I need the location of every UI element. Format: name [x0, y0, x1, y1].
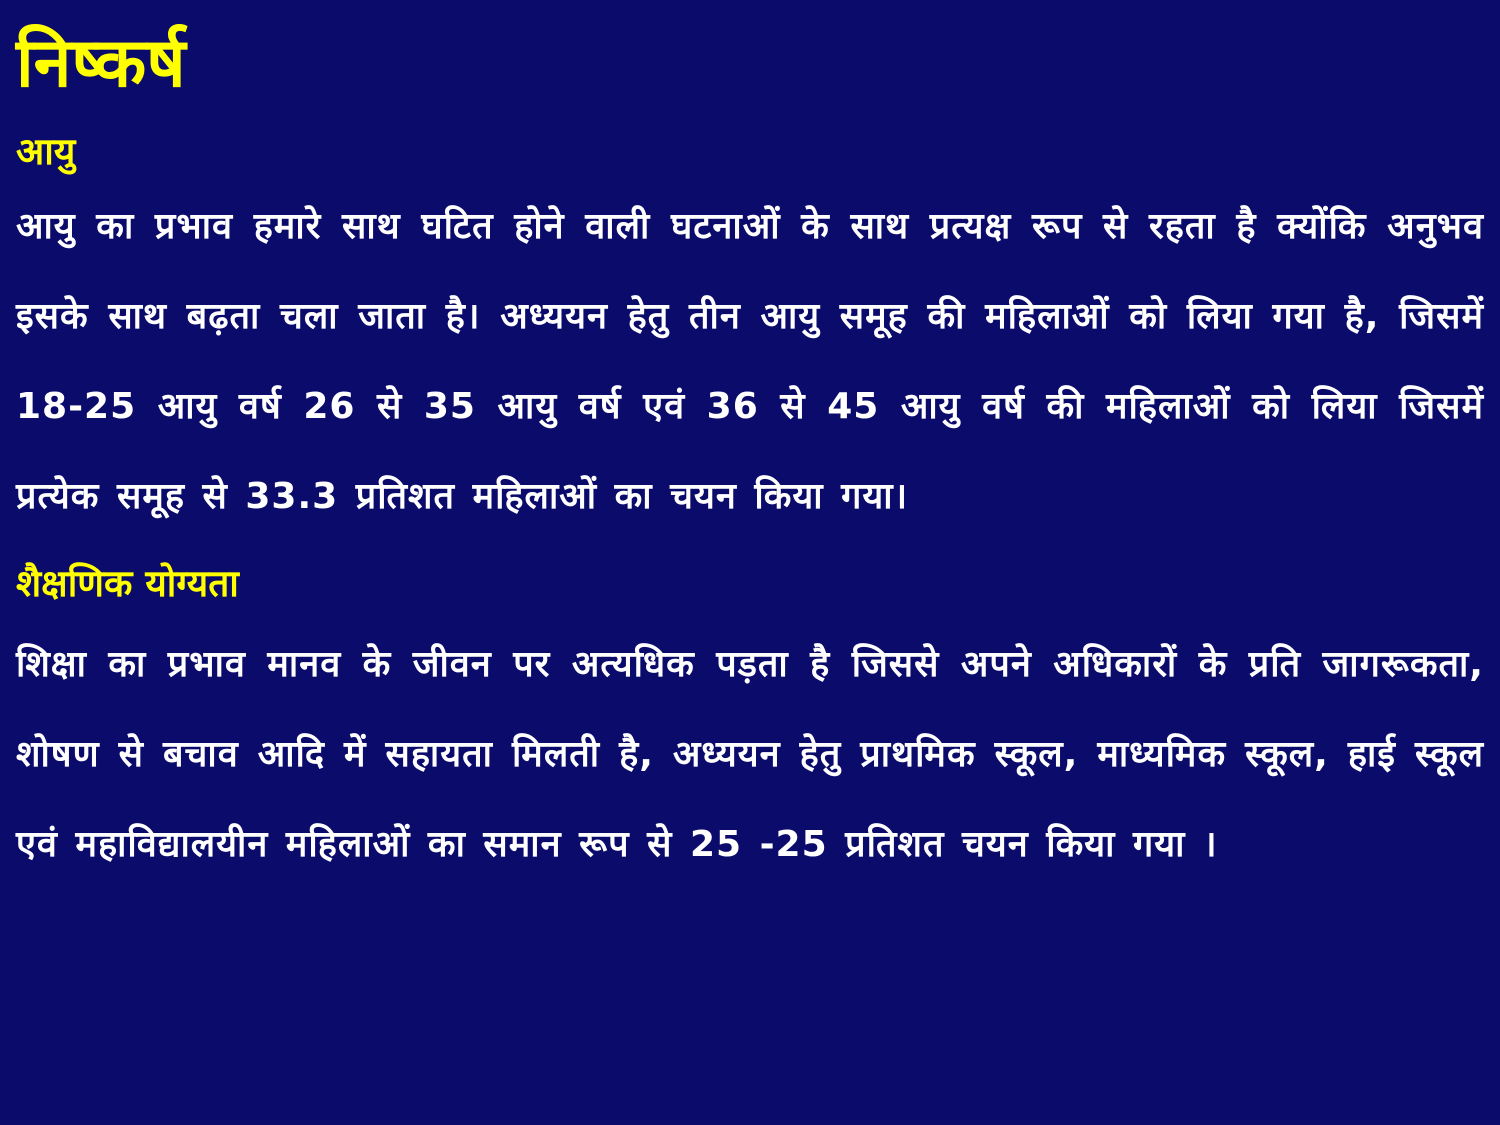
section-text-education: शिक्षा का प्रभाव मानव के जीवन पर अत्यधिक पड़ता है जिससे अपने अधिकारों के प्रति जागरूकता, शोषण से बचाव आदि में सहायता मिलती है, अध्ययन हेतु प्राथमिक स्कूल, माध्यमिक स्कूल, हाई स्कूल एवं महाविद्यालयीन महिलाओं का समान रूप से 25 -25 प्रतिशत चयन किया गया । — [16, 644, 1484, 865]
section-heading-age: आयु — [16, 130, 76, 173]
slide-title: निष्कर्ष — [16, 24, 186, 103]
section-text-age: आयु का प्रभाव हमारे साथ घटित होने वाली घटनाओं के साथ प्रत्यक्ष रूप से रहता है क्योंकि अनुभव इसके साथ बढ़ता चला जाता है। अध्ययन हेतु तीन आयु समूह की महिलाओं को लिया गया है, जिसमें 18-25 आयु वर्ष 26 से 35 आयु वर्ष एवं 36 से 45 आयु वर्ष की महिलाओं को लिया जिसमें प्रत्येक समूह से 33.3 प्रतिशत महिलाओं का चयन किया गया। — [16, 206, 1484, 517]
section-heading-education: शैक्षणिक योग्यता — [16, 562, 239, 605]
